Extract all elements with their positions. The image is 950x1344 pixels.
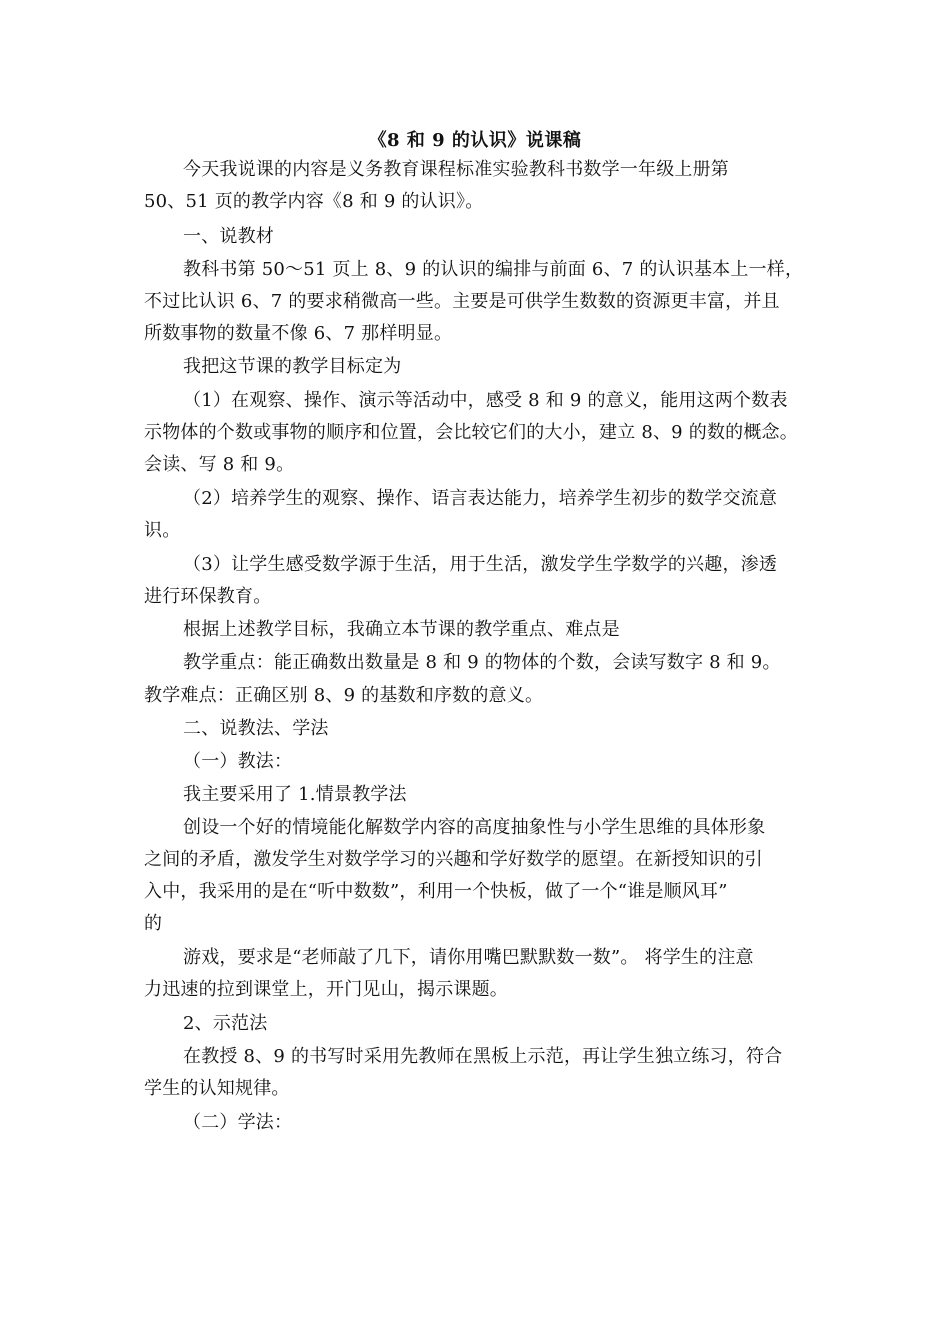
paragraph-line: 所数事物的数量不像 6、7 那样明显。 bbox=[144, 323, 453, 344]
paragraph-line: 我把这节课的教学目标定为 bbox=[183, 356, 402, 377]
paragraph-line: 进行环保教育。 bbox=[144, 586, 272, 607]
paragraph-line: 在教授 8、9 的书写时采用先教师在黑板上示范，再让学生独立练习，符合 bbox=[183, 1046, 783, 1067]
paragraph-line: 识。 bbox=[144, 520, 181, 541]
paragraph-line: 入中，我采用的是在“听中数数”，利用一个快板，做了一个“谁是顺风耳” bbox=[144, 881, 728, 902]
paragraph-line: （1）在观察、操作、演示等活动中，感受 8 和 9 的意义，能用这两个数表 bbox=[183, 390, 788, 411]
subsection-heading: 2、示范法 bbox=[183, 1013, 268, 1034]
paragraph-line: 教科书第 50～51 页上 8、9 的认识的编排与前面 6、7 的认识基本上一样， bbox=[183, 259, 804, 280]
paragraph-line: 游戏，要求是“老师敲了几下，请你用嘴巴默默数一数”。 将学生的注意 bbox=[183, 947, 754, 968]
paragraph-line: 力迅速的拉到课堂上，开门见山，揭示课题。 bbox=[144, 979, 508, 1000]
section-heading: 二、说教法、学法 bbox=[183, 718, 329, 739]
paragraph-line: 会读、写 8 和 9。 bbox=[144, 454, 295, 475]
section-heading: 一、说教材 bbox=[183, 226, 274, 247]
paragraph-line: 学生的认知规律。 bbox=[144, 1078, 290, 1099]
subsection-heading: （二）学法： bbox=[183, 1112, 293, 1133]
paragraph-line: 创设一个好的情境能化解数学内容的高度抽象性与小学生思维的具体形象 bbox=[183, 817, 766, 838]
paragraph-line: 的 bbox=[144, 913, 163, 934]
document-title: 《8 和 9 的认识》说课稿 bbox=[368, 130, 582, 151]
paragraph-line: 根据上述教学目标，我确立本节课的教学重点、难点是 bbox=[183, 619, 620, 640]
subsection-heading: （一）教法： bbox=[183, 751, 293, 772]
paragraph-line: 之间的矛盾，激发学生对数学学习的兴趣和学好数学的愿望。在新授知识的引 bbox=[144, 849, 763, 870]
paragraph-line: 50、51 页的教学内容《8 和 9 的认识》。 bbox=[144, 191, 484, 212]
paragraph-line: （3）让学生感受数学源于生活，用于生活，激发学生学数学的兴趣，渗透 bbox=[183, 554, 778, 575]
paragraph-line: 我主要采用了 1.情景教学法 bbox=[183, 784, 407, 805]
paragraph-line: 示物体的个数或事物的顺序和位置，会比较它们的大小，建立 8、9 的数的概念。 bbox=[144, 422, 798, 443]
paragraph-line: 教学难点：正确区别 8、9 的基数和序数的意义。 bbox=[144, 685, 544, 706]
paragraph-line: 今天我说课的内容是义务教育课程标准实验教科书数学一年级上册第 bbox=[183, 159, 729, 180]
paragraph-line: 教学重点：能正确数出数量是 8 和 9 的物体的个数，会读写数字 8 和 9。 bbox=[183, 652, 781, 673]
paragraph-line: （2）培养学生的观察、操作、语言表达能力，培养学生初步的数学交流意 bbox=[183, 488, 778, 509]
paragraph-line: 不过比认识 6、7 的要求稍微高一些。主要是可供学生数数的资源更丰富，并且 bbox=[144, 291, 780, 312]
